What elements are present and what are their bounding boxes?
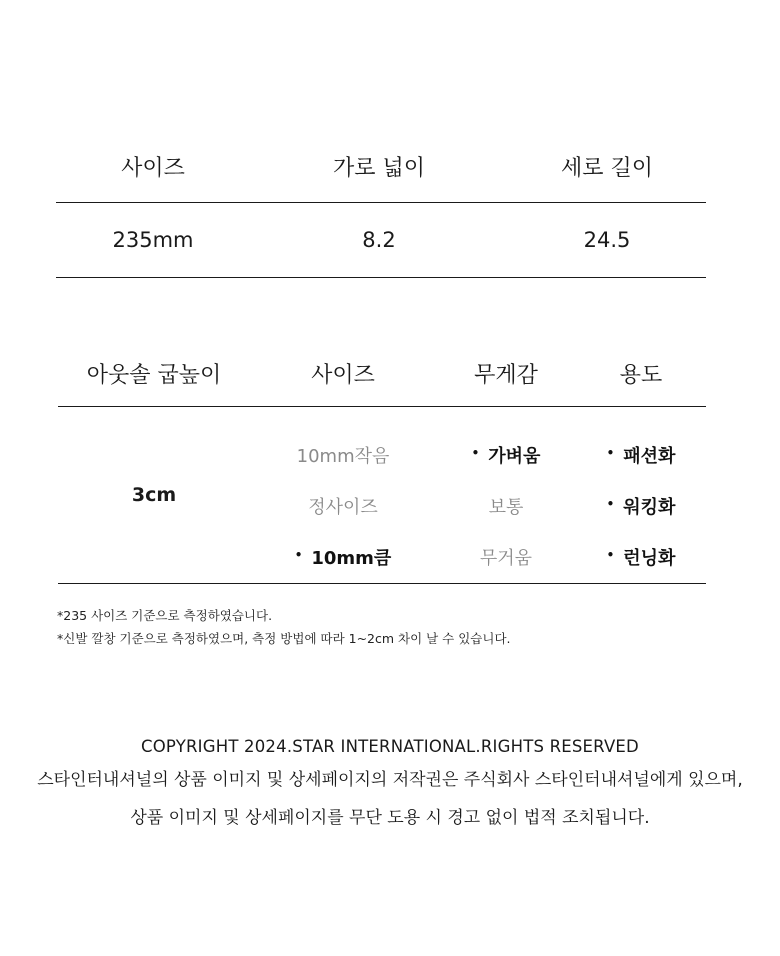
fit-table-header bbox=[58, 340, 706, 407]
selected-bullet-icon: • bbox=[606, 445, 615, 460]
sole-height-value: 3cm bbox=[131, 484, 177, 506]
footer bbox=[0, 733, 780, 837]
selected-bullet-icon: • bbox=[294, 547, 303, 562]
selected-bullet-icon: • bbox=[606, 496, 615, 511]
header-size: 사이즈 bbox=[121, 155, 185, 181]
weight-options bbox=[436, 429, 576, 582]
fit-option-label: 10mm큼 bbox=[311, 547, 392, 569]
size-table bbox=[56, 130, 706, 278]
fit-option-label: 10mm작음 bbox=[296, 445, 390, 467]
copyright-notice-line1: 스타인터내셔널의 상품 이미지 및 상세페이지의 저작권은 주식회사 스타인터내셔널에게 있으며, bbox=[37, 770, 743, 790]
fit-table-body bbox=[58, 407, 706, 584]
fit-option-label: 패션화 bbox=[623, 445, 676, 467]
header-length: 세로 길이 bbox=[560, 155, 653, 181]
fit-option-label: 가벼움 bbox=[488, 445, 541, 467]
fit-option bbox=[576, 480, 706, 531]
fit-option bbox=[436, 531, 576, 582]
header-sole-height: 아웃솔 굽높이 bbox=[86, 362, 222, 388]
note-line: *신발 깔창 기준으로 측정하였으며, 측정 방법에 따라 1~2cm 차이 날 수 있습니다. bbox=[57, 631, 511, 646]
header-weight: 무게감 bbox=[474, 362, 538, 388]
fit-table bbox=[58, 340, 706, 584]
selected-bullet-icon: • bbox=[471, 445, 480, 460]
value-length: 24.5 bbox=[583, 228, 631, 252]
measurement-notes bbox=[57, 604, 511, 650]
copyright-text: COPYRIGHT 2024.STAR INTERNATIONAL.RIGHTS RESERVED bbox=[141, 737, 639, 756]
fit-option bbox=[250, 531, 436, 582]
header-fit-size: 사이즈 bbox=[311, 362, 375, 388]
fit-option-label: 워킹화 bbox=[623, 496, 676, 518]
copyright-notice-line2: 상품 이미지 및 상세페이지를 무단 도용 시 경고 없이 법적 조치됩니다. bbox=[130, 808, 650, 828]
use-options bbox=[576, 429, 706, 582]
value-width: 8.2 bbox=[362, 228, 396, 252]
fit-option bbox=[250, 429, 436, 480]
fit-option-label: 무거움 bbox=[479, 547, 533, 569]
size-table-header bbox=[56, 130, 706, 203]
header-use: 용도 bbox=[619, 362, 663, 388]
fit-option bbox=[436, 429, 576, 480]
selected-bullet-icon: • bbox=[606, 547, 615, 562]
fit-option bbox=[250, 480, 436, 531]
fit-option bbox=[436, 480, 576, 531]
size-options bbox=[250, 429, 436, 582]
value-size: 235mm bbox=[112, 228, 194, 252]
fit-option-label: 런닝화 bbox=[623, 547, 676, 569]
fit-option-label: 정사이즈 bbox=[308, 496, 378, 518]
note-line: *235 사이즈 기준으로 측정하였습니다. bbox=[57, 608, 273, 623]
fit-option-label: 보통 bbox=[488, 496, 524, 518]
fit-option bbox=[576, 531, 706, 582]
fit-option bbox=[576, 429, 706, 480]
size-table-row bbox=[56, 203, 706, 278]
header-width: 가로 넓이 bbox=[332, 155, 425, 181]
